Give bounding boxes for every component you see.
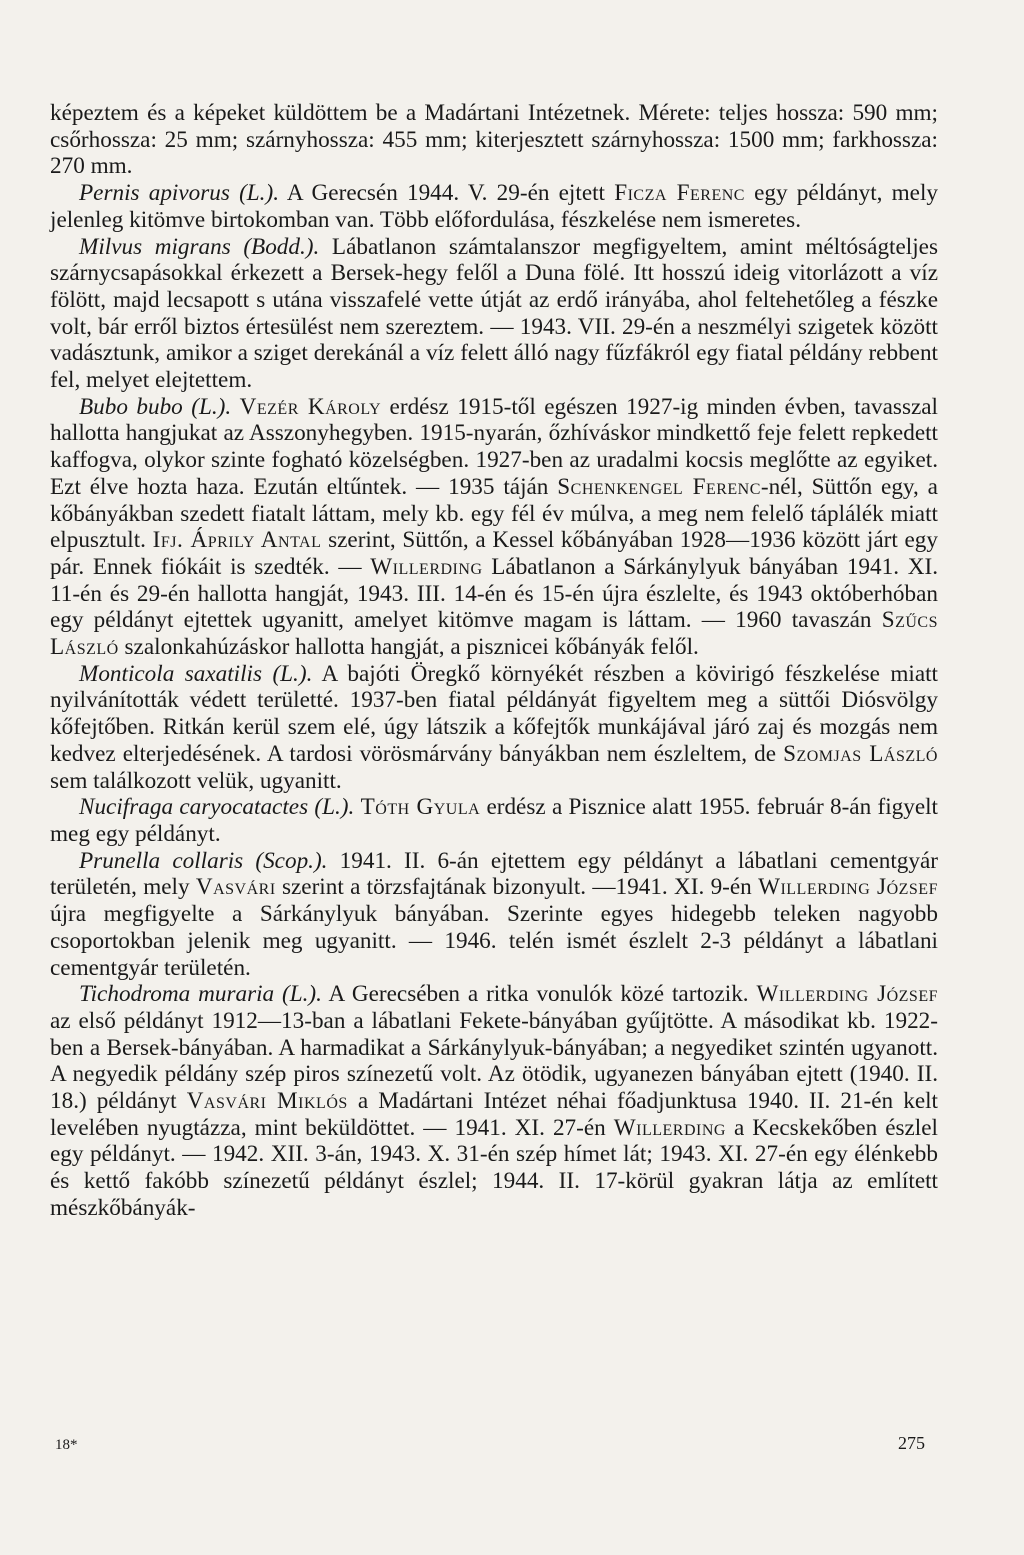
text-run: 1941. II. 6-án ejtettem egy példányt a lábatlani cementgyár területén, mely xyxy=(50,847,939,901)
person-name: Willerding xyxy=(613,1114,726,1141)
paragraph xyxy=(50,794,938,847)
text-run: A Gerecsén 1944. V. 29-én ejtett xyxy=(279,180,615,207)
text-run: az első példányt 1912—13-ban a lábatlani Fekete-bányában gyűjtötte. A másodikat kb. 1922-ben a Bersek-bányában. A harmadikat a Sárkánylyuk-bányában; a negyediket szintén ugyanott. A negyedik példány szép piros színezetű volt. Az ötödik, ugyanezen bányában ejtett (1940. II. 18.) példányt xyxy=(50,1007,938,1115)
person-name: Vezér Károly xyxy=(239,393,382,420)
species-name: Nucifraga caryocatactes (L.). xyxy=(79,794,355,821)
text-run: újra megfigyelte a Sárkánylyuk bányában. Szerinte egyes hidegebb teleken nagyobb csoportokban jelenik meg ugyanitt. — 1946. telén ismét észlelt 2-3 példányt a lábatlani cementgyár területén. xyxy=(50,901,938,981)
text-run: a Madártani Intézet néhai főadjunktusa 1940. II. 21-én kelt levelében nyugtázza, mint beküldöttet. — 1941. XI. 27-én xyxy=(50,1088,938,1141)
paragraph xyxy=(50,234,938,394)
person-name: Willerding József xyxy=(756,981,938,1008)
person-name: Vasvári Miklós xyxy=(186,1088,348,1115)
text-run: erdész a Pisznice alatt 1955. február 8-án figyelt meg egy példányt. xyxy=(50,794,939,847)
person-name: Szomjas László xyxy=(783,740,938,767)
text-run: Lábatlanon számtalanszor megfigyeltem, amint méltóságteljes szárnycsapásokkal érkezett a Bersek-hegy felől a Duna fölé. Itt hosszú ideig vitorlázott a víz fölött, majd lecsapott s utána visszafelé vette útját az erdő irányába, ahol feltehetőleg a fészke volt, bár erről biztos értesülést nem szereztem. — 1943. VII. 29-én a neszmélyi szigetek között vadásztunk, amikor a sziget derekánál a víz felett álló nagy fűzfákról egy fiatal példány rebbent fel, melyet elejtettem. xyxy=(50,233,938,394)
text-run: a Kecskekőben észlel egy példányt. — 1942. XII. 3-án, 1943. X. 31-én szép hímet lát; 1943. XI. 27-én egy élénkebb és kettő fakóbb színezetű példányt észlel; 1944. II. 17-körül gyakran látja az említett mészkőbányák- xyxy=(50,1114,938,1221)
person-name: Szűcs László xyxy=(50,607,938,661)
species-name: Tichodroma muraria (L.). xyxy=(79,981,322,1008)
text-run: sem találkozott velük, ugyanitt. xyxy=(50,767,342,794)
text-run xyxy=(231,394,239,420)
text-run: A Gerecsében a ritka vonulók közé tartozik. xyxy=(321,981,757,1008)
printer-signature: 18* xyxy=(55,1437,78,1453)
text-run: Lábatlanon a Sárkánylyuk bányában 1941. XI. 11-én és 29-én hallotta hangját, 1943. III. 14-én és 15-én újra észlelte, és 1943 októberhóban egy példányt ejtettek ugyanitt, amelyet kitömve magam is láttam. — 1960 tavaszán xyxy=(50,553,938,634)
text-run: erdész 1915-től egészen 1927-ig minden évben, tavasszal hallotta hangjukat az Asszonyhegyben. 1915-nyarán, őzhíváskor mindkettő feje felett repkedett kaffogva, olykor szinte fogható közelségben. 1927-ben az uradalmi kocsis meglőtte az egyiket. Ezt élve hozta haza. Ezután eltűntek. — 1935 táján xyxy=(50,393,938,500)
person-name: Schenkengel Ferenc xyxy=(557,473,761,500)
page-number: 275 xyxy=(898,1433,925,1453)
paragraph xyxy=(50,180,938,233)
text-run: -nél, Süttőn egy, a kőbányákban szedett fiatalt láttam, mely kb. egy fél év múlva, a meg nem felelő táplálék miatt elpusztult. xyxy=(50,473,938,554)
person-name: Ficza Ferenc xyxy=(614,180,745,207)
paragraph xyxy=(50,394,938,661)
species-name: Pernis apivorus (L.). xyxy=(79,180,279,207)
person-name: Willerding xyxy=(370,553,483,580)
text-run: szerint, Süttőn, a Kessel kőbányában 1928—1936 között járt egy pár. Ennek fiókáit is szedték. — xyxy=(50,527,938,580)
text-run: egy példányt, mely jelenleg kitömve birtokomban van. Több előfordulása, fészkelése nem ismeretes. xyxy=(50,180,938,233)
species-name: Prunella collaris (Scop.). xyxy=(79,847,328,874)
person-name: Vasvári xyxy=(195,874,276,901)
text-run: szalonkahúzáskor hallotta hangját, a pisznicei kőbányák felől. xyxy=(118,634,699,661)
paragraph xyxy=(50,661,938,795)
species-name: Bubo bubo (L.). xyxy=(79,393,232,420)
species-name: Monticola saxatilis (L.). xyxy=(79,660,313,687)
person-name: Tóth Gyula xyxy=(360,794,481,821)
person-name: Willerding József xyxy=(758,874,938,901)
text-run: A bajóti Öregkő környékét részben a kövirigó fészkelése miatt nyilvánították védett területté. 1937-ben fiatal példányát figyeltem meg a süttői Diósvölgy kőfejtőben. Ritkán kerül szem elé, úgy látszik a kőfejtők munkájával járó zaj és mozgás nem kedvez elterjedésének. A tardosi vörösmárvány bányákban nem észleltem, de xyxy=(50,660,939,767)
text-run: szerint a törzsfajtának bizonyult. —1941. XI. 9-én xyxy=(275,874,759,901)
person-name: Ifj. Áprily Antal xyxy=(152,527,322,554)
paragraph xyxy=(50,981,938,1221)
paragraph xyxy=(50,848,938,982)
text-run: képeztem és a képeket küldöttem be a Madártani Intézetnek. Mérete: teljes hossza: 590 mm; csőrhossza: 25 mm; szárnyhossza: 455 mm; kiterjesztett szárnyhossza: 1500 mm; farkhossza: 270 mm. xyxy=(50,100,938,180)
species-name: Milvus migrans (Bodd.). xyxy=(79,233,320,260)
paragraph xyxy=(50,100,938,180)
page-body xyxy=(50,100,938,1222)
